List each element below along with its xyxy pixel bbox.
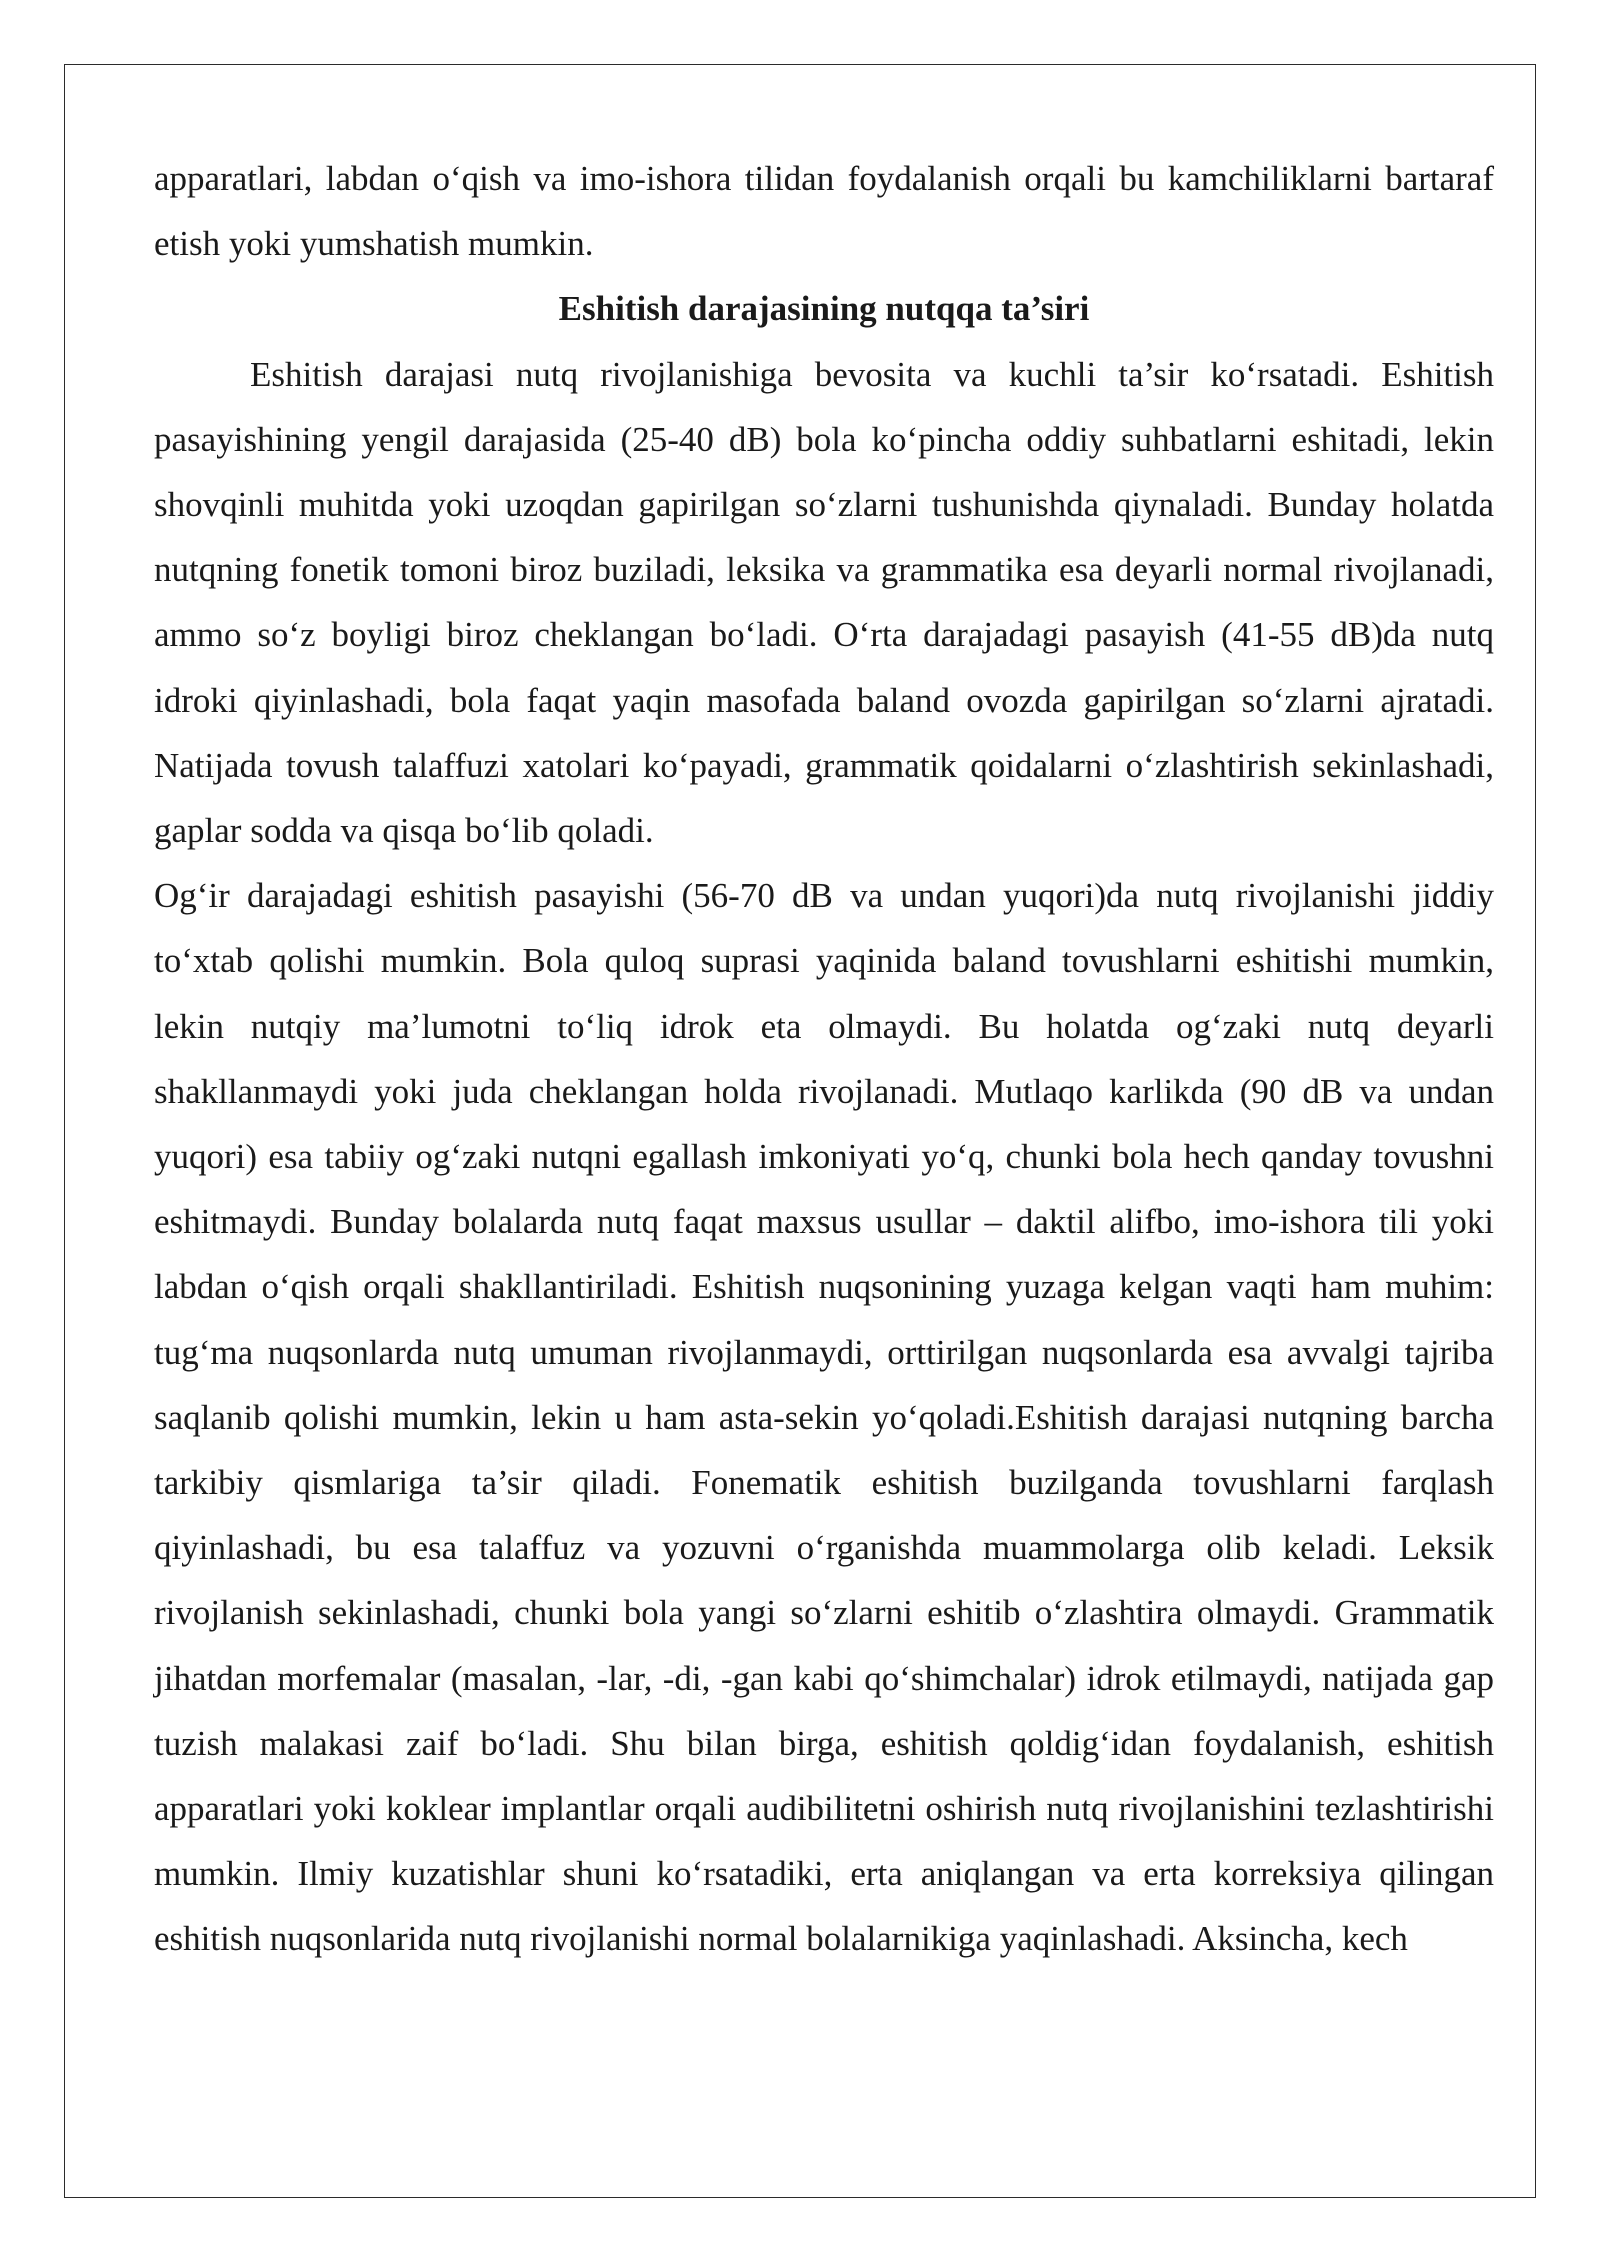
paragraph-continuation: apparatlari, labdan o‘qish va imo-ishora tilidan foydalanish orqali bu kamchiliklarni bartaraf etish yoki yumshatish mumkin. (154, 159, 1494, 264)
document-body (154, 146, 1494, 1972)
paragraph-hearing-levels: Eshitish darajasi nutq rivojlanishiga bevosita va kuchli ta’sir ko‘rsatadi. Eshitish pasayishining yengil darajasida (25-40 dB) bola ko‘pincha oddiy suhbatlarni eshitadi, lekin shovqinli muhitda yoki uzoqdan gapirilgan so‘zlarni tushunishda qiynaladi. Bunday holatda nutqning fonetik tomoni biroz buziladi, leksika va grammatika esa deyarli normal rivojlanadi, ammo so‘z boyligi biroz cheklangan bo‘ladi. O‘rta darajadagi pasayish (41-55 dB)da nutq idroki qiyinlashadi, bola faqat yaqin masofada baland ovozda gapirilgan so‘zlarni ajratadi. Natijada tovush talaffuzi xatolari ko‘payadi, grammatik qoidalarni o‘zlashtirish sekinlashadi, gaplar sodda va qisqa bo‘lib qoladi. (154, 354, 1494, 851)
paragraph-severe-loss: Og‘ir darajadagi eshitish pasayishi (56-70 dB va undan yuqori)da nutq rivojlanishi jiddiy to‘xtab qolishi mumkin. Bola quloq suprasi yaqinida baland tovushlarni eshitishi mumkin, lekin nutqiy ma’lumotni to‘liq idrok eta olmaydi. Bu holatda og‘zaki nutq deyarli shakllanmaydi yoki juda cheklangan holda rivojlanadi. Mutlaqo karlikda (90 dB va undan yuqori) esa tabiiy og‘zaki nutqni egallash imkoniyati yo‘q, chunki bola hech qanday tovushni eshitmaydi. Bunday bolalarda nutq faqat maxsus usullar – daktil alifbo, imo-ishora tili yoki labdan o‘qish orqali shakllantiriladi. Eshitish nuqsonining yuzaga kelgan vaqti ham muhim: tug‘ma nuqsonlarda nutq umuman rivojlanmaydi, orttirilgan nuqsonlarda esa avvalgi tajriba saqlanib qolishi mumkin, lekin u ham asta-sekin yo‘qoladi.Eshitish darajasi nutqning barcha tarkibiy qismlariga ta’sir qiladi. Fonematik eshitish buzilganda tovushlarni farqlash qiyinlashadi, bu esa talaffuz va yozuvni o‘rganishda muammolarga olib keladi. Leksik rivojlanish sekinlashadi, chunki bola yangi so‘zlarni eshitib o‘zlashtira olmaydi. Grammatik jihatdan morfemalar (masalan, -lar, -di, -gan kabi qo‘shimchalar) idrok etilmaydi, natijada gap tuzish malakasi zaif bo‘ladi. Shu bilan birga, eshitish qoldig‘idan foydalanish, eshitish apparatlari yoki koklear implantlar orqali audibilitetni oshirish nutq rivojlanishini tezlashtirishi mumkin. Ilmiy kuzatishlar shuni ko‘rsatadiki, erta aniqlangan va erta korreksiya qilingan eshitish nuqsonlarida nutq rivojlanishi normal bolalarnikiga yaqinlashadi. Aksincha, kech (154, 876, 1494, 1959)
section-heading: Eshitish darajasining nutqqa ta’siri (558, 289, 1090, 329)
